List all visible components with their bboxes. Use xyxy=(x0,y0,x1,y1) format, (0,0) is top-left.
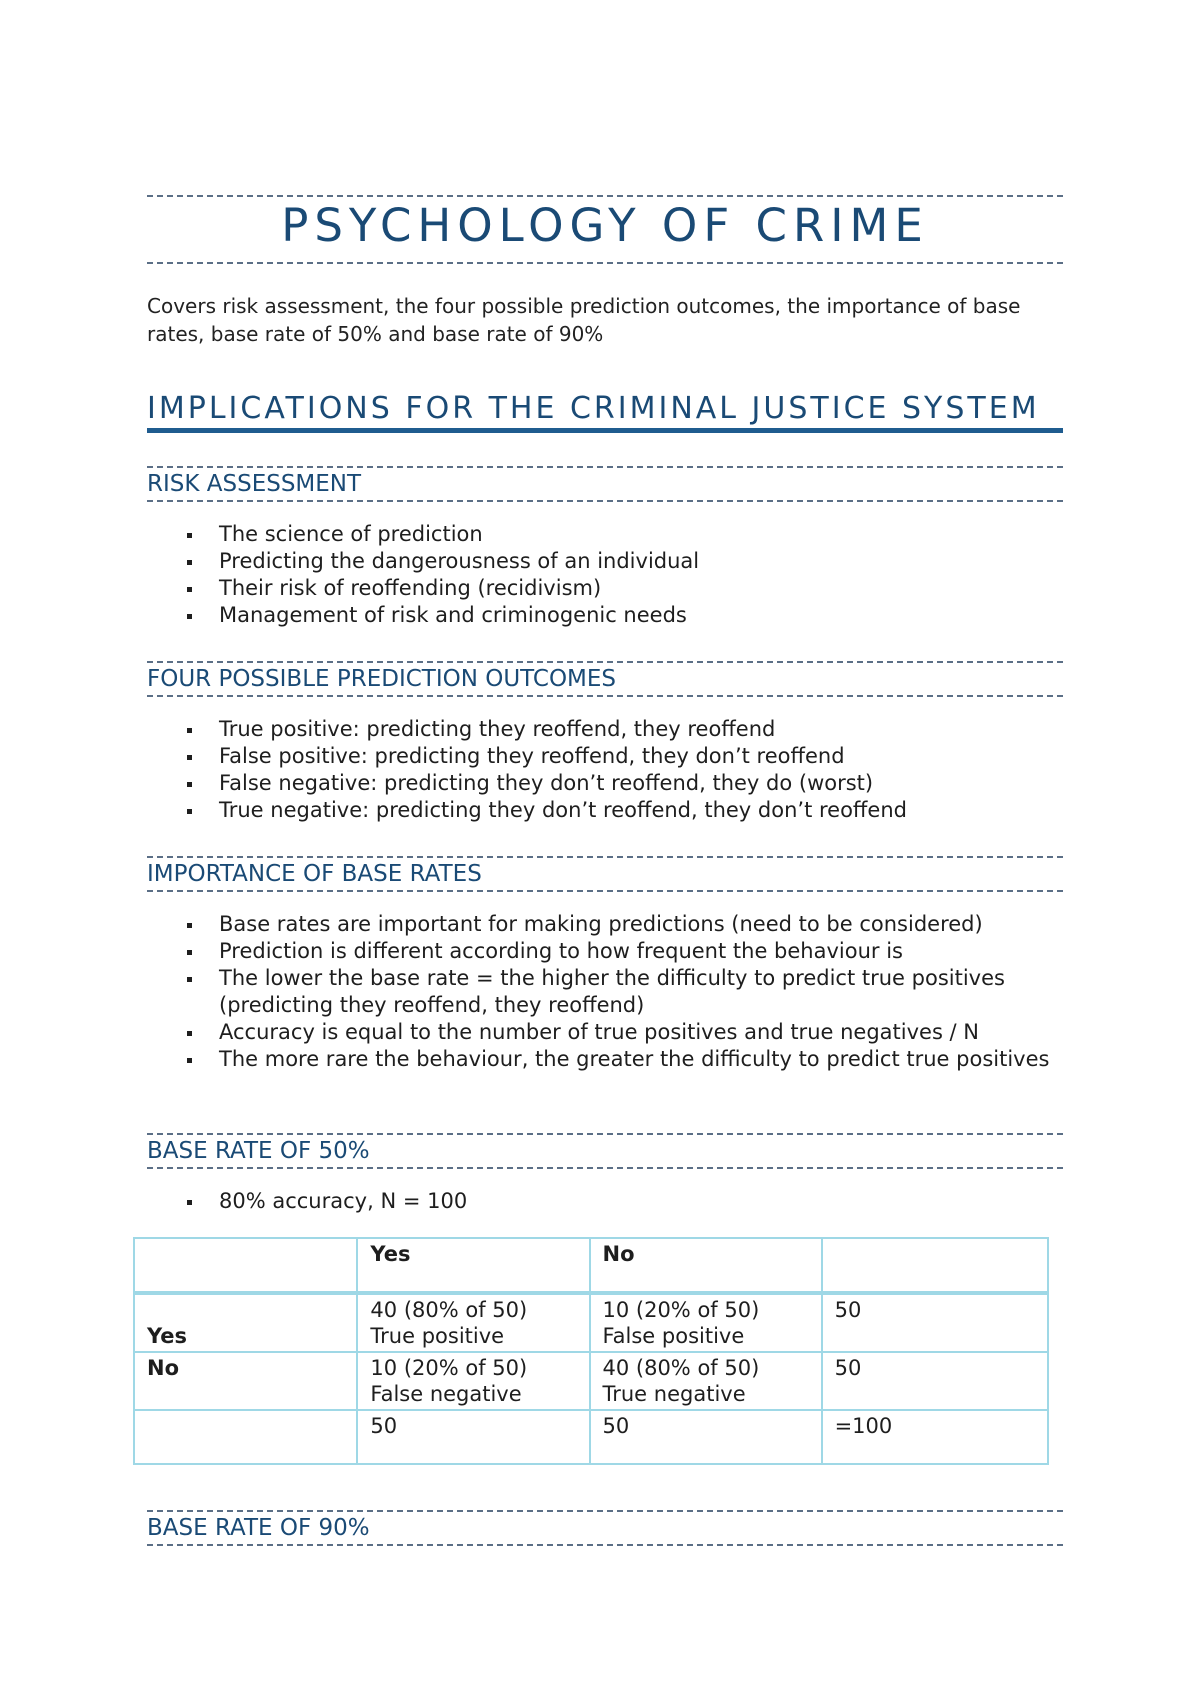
table-cell: 50 xyxy=(357,1410,589,1464)
page-title: PSYCHOLOGY OF CRIME xyxy=(281,199,929,252)
table-header-row xyxy=(134,1238,1048,1293)
section-heading-rule xyxy=(147,428,1063,433)
list-item: Prediction is different according to how frequent the behaviour is xyxy=(147,938,1063,965)
title-rule-bottom xyxy=(147,262,1063,264)
base-rate-50-table xyxy=(133,1237,1049,1465)
table-cell: 10 (20% of 50) False positive xyxy=(590,1293,822,1352)
heading-risk-assessment: RISK ASSESSMENT xyxy=(147,471,362,497)
base-rate-50-list xyxy=(147,1188,1063,1215)
table-cell: 40 (80% of 50) True negative xyxy=(590,1352,822,1410)
heading-base-rates: IMPORTANCE OF BASE RATES xyxy=(147,861,482,887)
heading-prediction-outcomes: FOUR POSSIBLE PREDICTION OUTCOMES xyxy=(147,666,617,692)
section-heading: IMPLICATIONS FOR THE CRIMINAL JUSTICE SYSTEM xyxy=(147,391,1040,426)
table-cell: 50 xyxy=(822,1293,1048,1352)
list-item: Their risk of reoffending (recidivism) xyxy=(147,575,1063,602)
risk-assessment-list xyxy=(147,521,1063,629)
table-row xyxy=(134,1410,1048,1464)
bullet-icon xyxy=(187,1031,192,1036)
table-row xyxy=(134,1352,1048,1410)
list-item: Accuracy is equal to the number of true positives and true negatives / N xyxy=(147,1019,1063,1046)
prediction-outcomes-list xyxy=(147,716,1063,824)
bullet-icon xyxy=(187,587,192,592)
heading-rule-bottom xyxy=(147,500,1063,502)
bullet-icon xyxy=(187,782,192,787)
table-cell: 10 (20% of 50) False negative xyxy=(357,1352,589,1410)
heading-rule-top xyxy=(147,856,1063,858)
list-item: False negative: predicting they don’t reoffend, they do (worst) xyxy=(147,770,1063,797)
bullet-icon xyxy=(187,1200,192,1205)
list-item: Management of risk and criminogenic needs xyxy=(147,602,1063,629)
table-cell: 50 xyxy=(590,1410,822,1464)
table-cell: 40 (80% of 50) True positive xyxy=(357,1293,589,1352)
table-header-cell xyxy=(822,1238,1048,1293)
heading-rule-top xyxy=(147,466,1063,468)
heading-rule-bottom xyxy=(147,1167,1063,1169)
table-header-cell xyxy=(134,1238,357,1293)
intro-text: Covers risk assessment, the four possible prediction outcomes, the importance of base rates, base rate of 50% and base rate of 90% xyxy=(147,294,1021,346)
bullet-icon xyxy=(187,614,192,619)
bullet-icon xyxy=(187,923,192,928)
bullet-icon xyxy=(187,950,192,955)
list-item: 80% accuracy, N = 100 xyxy=(147,1188,1063,1215)
list-item: Base rates are important for making predictions (need to be considered) xyxy=(147,911,1063,938)
list-item: Predicting the dangerousness of an individual xyxy=(147,548,1063,575)
list-item: The lower the base rate = the higher the difficulty to predict true positives (predicting they reoffend, they reoffend) xyxy=(147,965,1063,1019)
bullet-icon xyxy=(187,977,192,982)
list-item: The science of prediction xyxy=(147,521,1063,548)
heading-rule-top xyxy=(147,661,1063,663)
table-cell: =100 xyxy=(822,1410,1048,1464)
table-row xyxy=(134,1293,1048,1352)
list-item: True positive: predicting they reoffend, they reoffend xyxy=(147,716,1063,743)
bullet-icon xyxy=(187,755,192,760)
bullet-icon xyxy=(187,560,192,565)
heading-rule-bottom xyxy=(147,1544,1063,1546)
list-item: The more rare the behaviour, the greater the difficulty to predict true positives xyxy=(147,1046,1063,1073)
heading-rule-top xyxy=(147,1510,1063,1512)
heading-base-rate-90: BASE RATE OF 90% xyxy=(147,1515,370,1541)
heading-base-rate-50: BASE RATE OF 50% xyxy=(147,1138,370,1164)
table-row-label: No xyxy=(134,1352,357,1410)
heading-rule-bottom xyxy=(147,890,1063,892)
heading-rule-bottom xyxy=(147,695,1063,697)
list-item: False positive: predicting they reoffend, they don’t reoffend xyxy=(147,743,1063,770)
bullet-icon xyxy=(187,533,192,538)
table-row-label xyxy=(134,1410,357,1464)
list-item: True negative: predicting they don’t reoffend, they don’t reoffend xyxy=(147,797,1063,824)
table-cell: 50 xyxy=(822,1352,1048,1410)
bullet-icon xyxy=(187,1058,192,1063)
bullet-icon xyxy=(187,809,192,814)
table-header-cell: No xyxy=(590,1238,822,1293)
heading-rule-top xyxy=(147,1133,1063,1135)
bullet-icon xyxy=(187,728,192,733)
table-row-label: Yes xyxy=(134,1293,357,1352)
base-rates-list xyxy=(147,911,1063,1073)
table-header-cell: Yes xyxy=(357,1238,589,1293)
